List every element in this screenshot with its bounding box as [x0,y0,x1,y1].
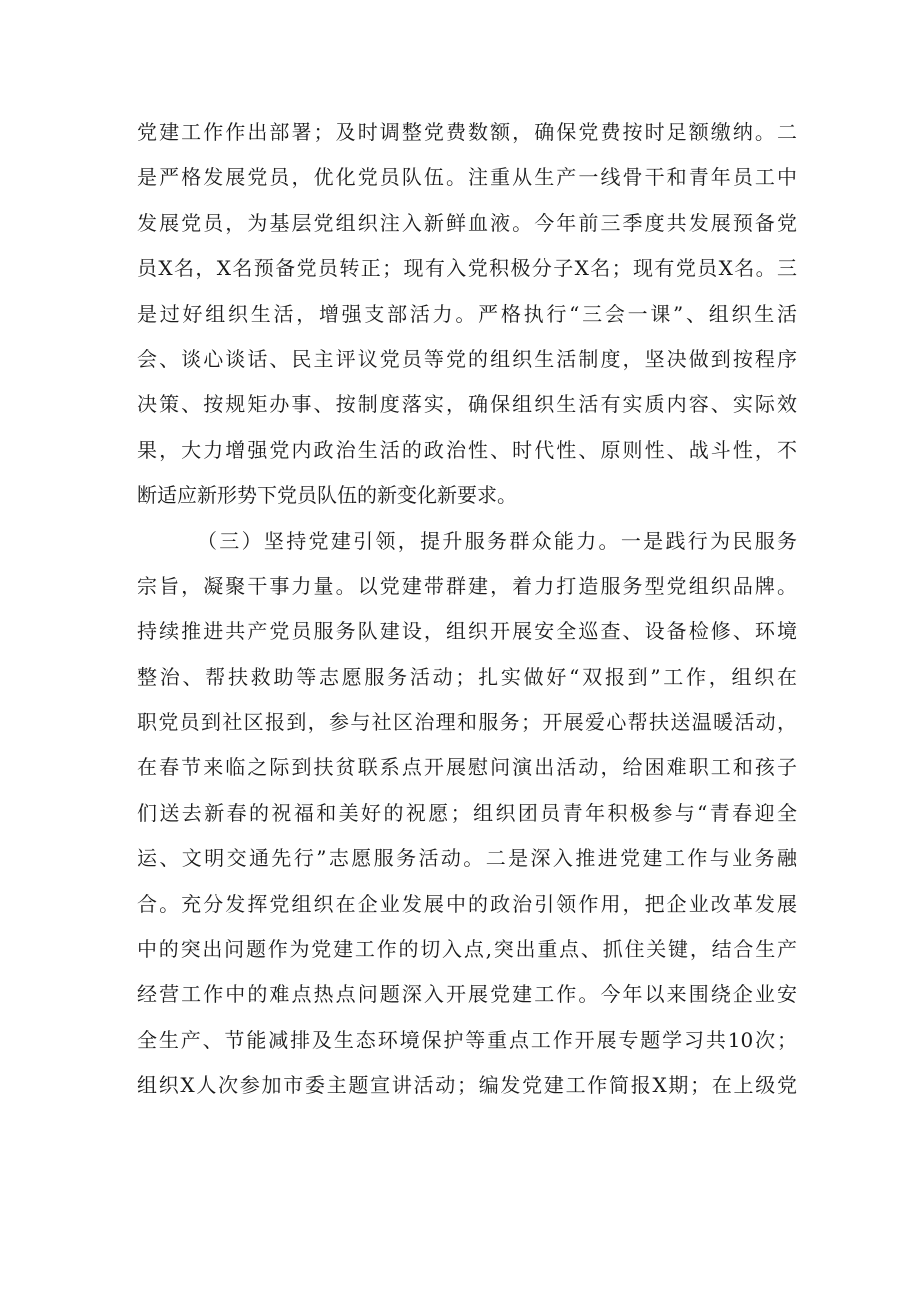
text-line: 们送去新春的祝福和美好的祝愿；组织团员青年积极参与“青春迎全 [137,800,797,825]
text-line: 整治、帮扶救助等志愿服务活动；扎实做好“双报到”工作，组织在 [137,664,797,689]
text-line: 经营工作中的难点热点问题深入开展党建工作。今年以来围绕企业安 [137,982,797,1007]
paragraph-section-three [137,519,797,1109]
text-line: 员X名，X名预备党员转正；现有入党积极分子X名；现有党员X名。三 [137,256,797,281]
text-line: 中的突出问题作为党建工作的切入点,突出重点、抓住关键，结合生产 [137,937,797,962]
text-line: 职党员到社区报到，参与社区治理和服务；开展爱心帮扶送温暖活动， [137,710,797,735]
text-line: 全生产、节能减排及生态环境保护等重点工作开展专题学习共10次； [137,1027,797,1052]
document-body [137,110,797,1109]
text-line: 党建工作作出部署；及时调整党费数额，确保党费按时足额缴纳。二 [137,120,797,144]
text-line: 果，大力增强党内政治生活的政治性、时代性、原则性、战斗性，不 [137,437,797,462]
paragraph-party-members [137,110,797,519]
text-line: 宗旨，凝聚干事力量。以党建带群建，着力打造服务型党组织品牌。 [137,573,797,598]
text-line: 运、文明交通先行”志愿服务活动。二是深入推进党建工作与业务融 [137,846,797,871]
text-line: 发展党员，为基层党组织注入新鲜血液。今年前三季度共发展预备党 [137,210,797,235]
text-line: 持续推进共产党员服务队建设，组织开展安全巡查、设备检修、环境 [137,619,797,644]
text-line: 是严格发展党员，优化党员队伍。注重从生产一线骨干和青年员工中 [137,165,797,190]
text-line: 断适应新形势下党员队伍的新变化新要求。 [137,483,517,508]
text-line: 合。充分发挥党组织在企业发展中的政治引领作用，把企业改革发展 [137,891,797,916]
text-line: 决策、按规矩办事、按制度落实，确保组织生活有实质内容、实际效 [137,392,797,417]
text-line: 会、谈心谈话、民主评议党员等党的组织生活制度，坚决做到按程序 [137,346,797,371]
text-line: 是过好组织生活，增强支部活力。严格执行“三会一课”、组织生活 [137,301,797,326]
text-line-heading: （三）坚持党建引领，提升服务群众能力。一是践行为民服务 [197,528,797,553]
text-line: 组织X人次参加市委主题宣讲活动；编发党建工作简报X期；在上级党 [137,1073,797,1098]
text-line: 在春节来临之际到扶贫联系点开展慰问演出活动，给困难职工和孩子 [137,755,797,780]
